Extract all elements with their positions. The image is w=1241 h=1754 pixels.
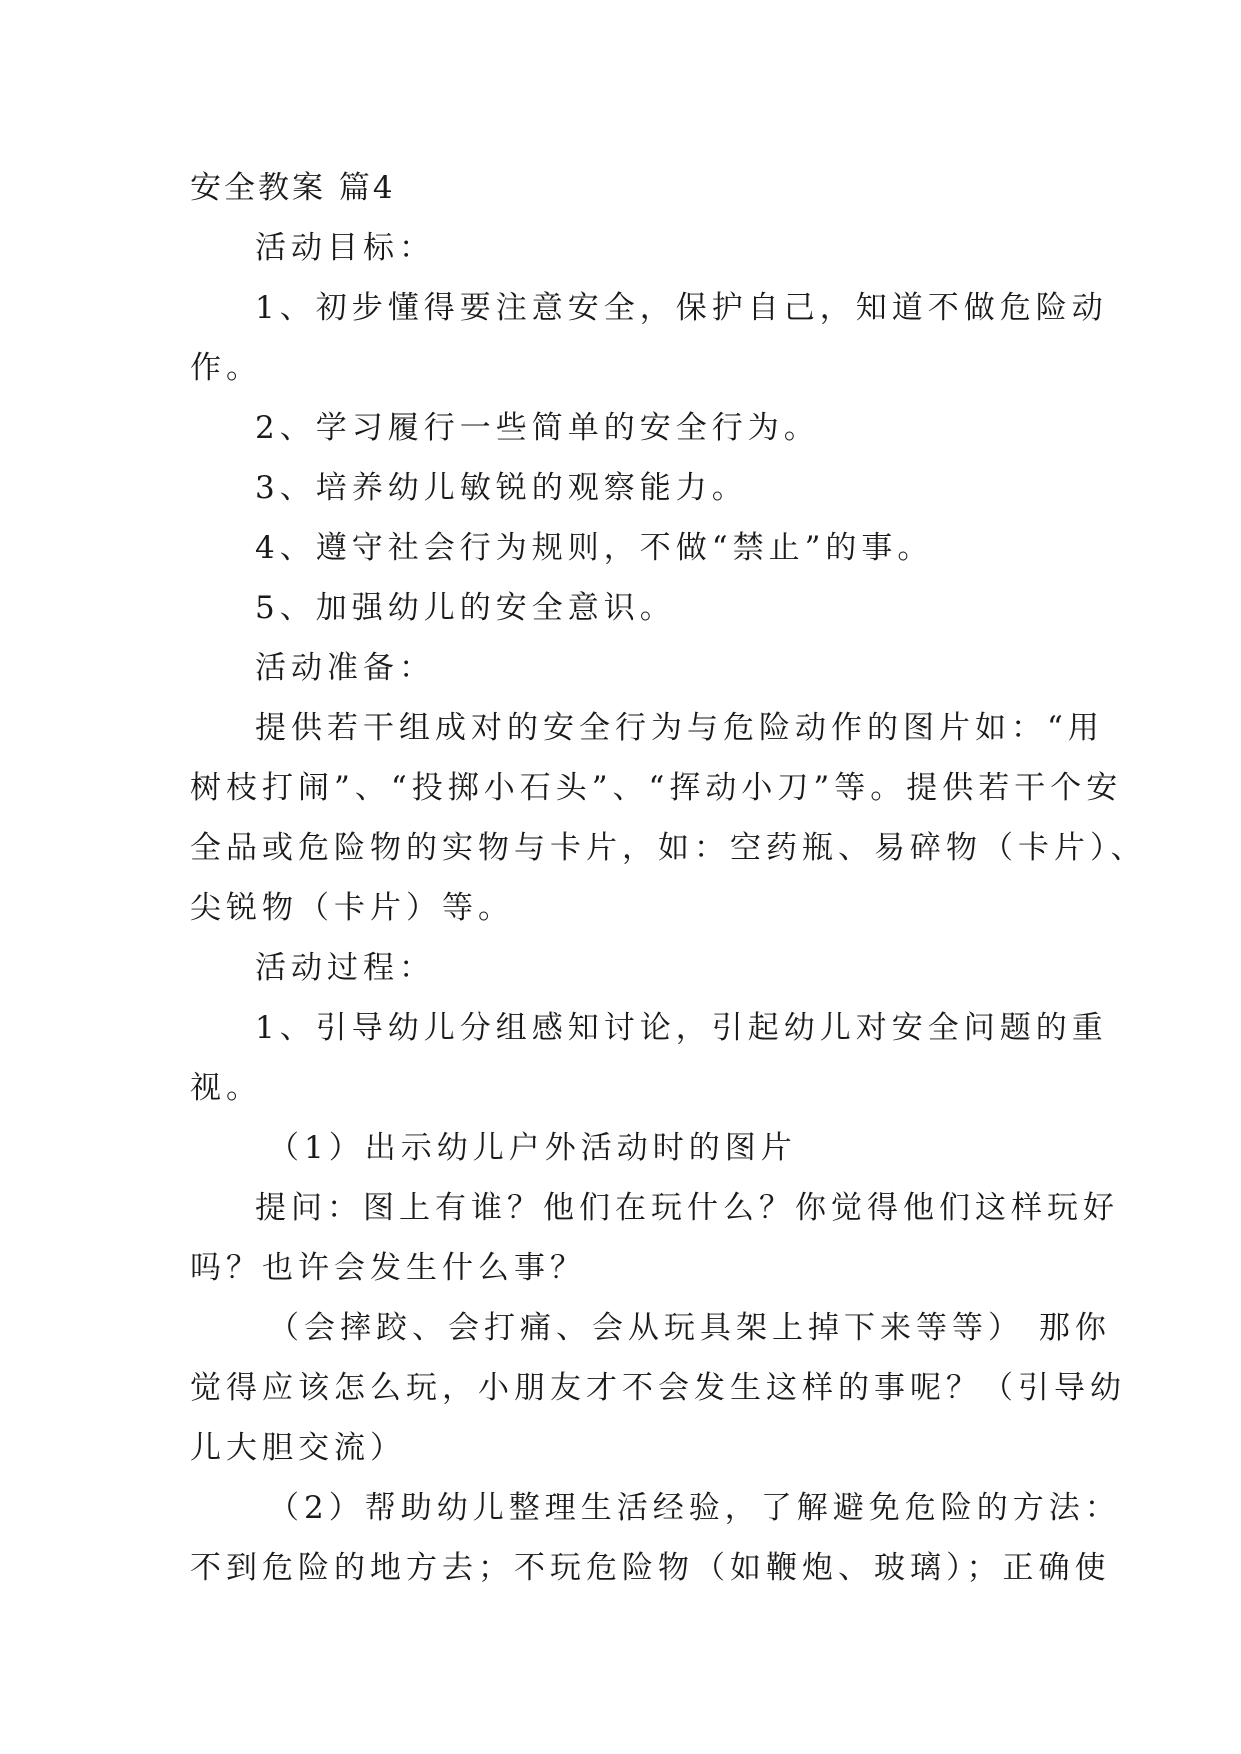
paragraph-line: （2）帮助幼儿整理生活经验，了解避免危险的方法： — [268, 1490, 1121, 1526]
paragraph-line: 树枝打闹”、“投掷小石头”、“挥动小刀”等。提供若干个安 — [190, 770, 1123, 806]
paragraph-line: 2、学习履行一些简单的安全行为。 — [255, 410, 820, 446]
paragraph-line: 儿大胆交流） — [190, 1430, 406, 1466]
heading-activity-preparation: 活动准备： — [255, 650, 435, 686]
heading-activity-process: 活动过程： — [255, 950, 435, 986]
paragraph-line: （会摔跤、会打痛、会从玩具架上掉下来等等） 那你 — [268, 1310, 1111, 1346]
paragraph-line: 提问：图上有谁？他们在玩什么？你觉得他们这样玩好 — [255, 1190, 1119, 1226]
paragraph-line: 视。 — [190, 1070, 262, 1106]
heading-activity-goals: 活动目标： — [255, 230, 435, 266]
paragraph-line: 提供若干组成对的安全行为与危险动作的图片如：“用 — [255, 710, 1104, 746]
paragraph-line: 1、初步懂得要注意安全，保护自己，知道不做危险动 — [255, 290, 1108, 326]
paragraph-line: 全品或危险物的实物与卡片，如：空药瓶、易碎物（卡片）、 — [190, 830, 1147, 866]
document-title: 安全教案 篇4 — [190, 170, 396, 206]
paragraph-line: 作。 — [190, 350, 262, 386]
paragraph-line: 吗？也许会发生什么事？ — [190, 1250, 586, 1286]
paragraph-line: 3、培养幼儿敏锐的观察能力。 — [255, 470, 748, 506]
paragraph-line: 4、遵守社会行为规则，不做“禁止”的事。 — [255, 530, 934, 566]
paragraph-line: 1、引导幼儿分组感知讨论，引起幼儿对安全问题的重 — [255, 1010, 1108, 1046]
paragraph-line: 5、加强幼儿的安全意识。 — [255, 590, 676, 626]
paragraph-line: （1）出示幼儿户外活动时的图片 — [268, 1130, 797, 1166]
paragraph-line: 不到危险的地方去；不玩危险物（如鞭炮、玻璃）；正确使 — [190, 1550, 1111, 1586]
paragraph-line: 尖锐物（卡片）等。 — [190, 890, 514, 926]
paragraph-line: 觉得应该怎么玩，小朋友才不会发生这样的事呢？（引导幼 — [190, 1370, 1126, 1406]
